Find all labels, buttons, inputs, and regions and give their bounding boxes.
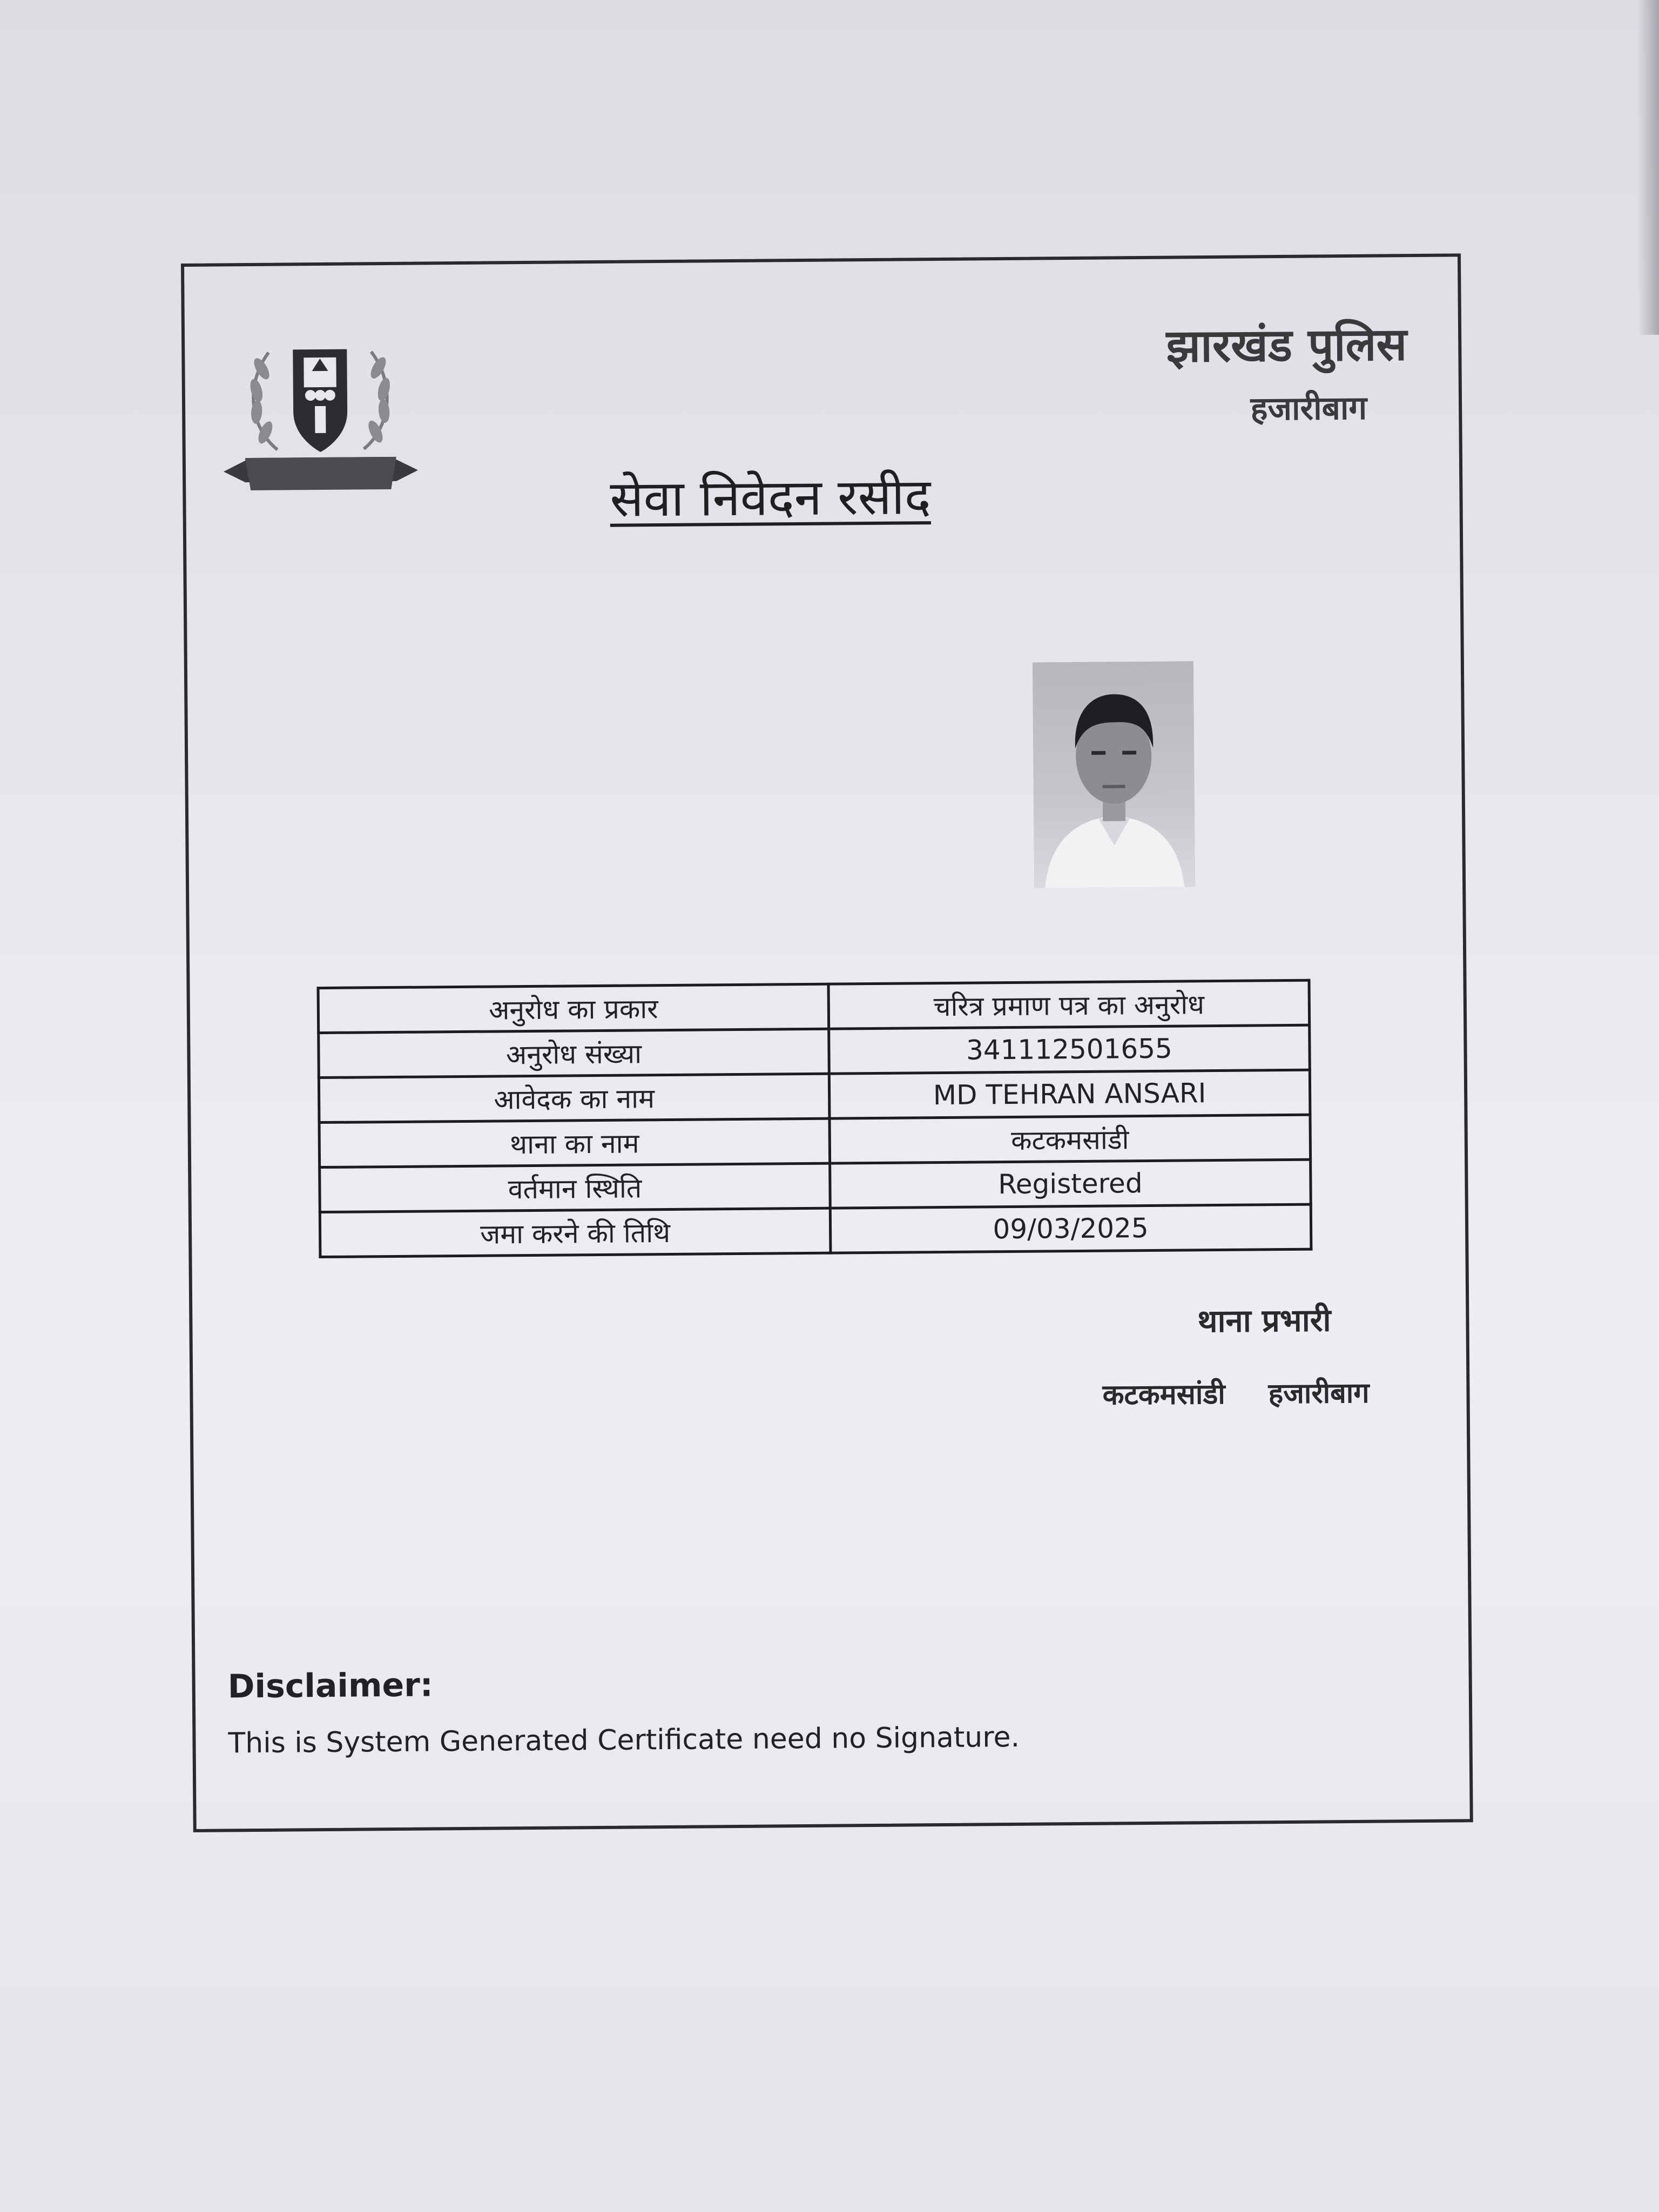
page-title: सेवा निवेदन रसीद xyxy=(610,468,931,528)
request-number-label: अनुरोध संख्या xyxy=(319,1029,830,1077)
request-type-label: अनुरोध का प्रकार xyxy=(318,984,829,1033)
request-details-table xyxy=(317,979,1313,1258)
applicant-name-label: आवेदक का नाम xyxy=(319,1074,830,1122)
police-emblem-logo xyxy=(217,319,424,504)
table-row xyxy=(319,1070,1310,1122)
district-name: हजारीबाग xyxy=(1250,389,1367,428)
disclaimer-text: This is System Generated Certificate need no Signature. xyxy=(228,1721,1020,1760)
table-row xyxy=(320,1204,1311,1257)
request-number-value: 341112501655 xyxy=(829,1025,1310,1074)
officer-title: थाना प्रभारी xyxy=(1197,1301,1331,1340)
table-row xyxy=(320,1159,1311,1212)
submission-date-value: 09/03/2025 xyxy=(830,1204,1311,1253)
police-station-label: थाना का नाम xyxy=(319,1118,830,1167)
table-row xyxy=(319,1025,1310,1077)
page-edge-shadow xyxy=(1637,0,1659,335)
current-status-value: Registered xyxy=(830,1159,1311,1208)
receipt-document xyxy=(181,253,1473,1832)
table-row xyxy=(318,980,1310,1033)
current-status-label: वर्तमान स्थिति xyxy=(320,1163,831,1212)
organization-name: झारखंड पुलिस xyxy=(1166,318,1407,373)
police-station-value: कटकमसांडी xyxy=(830,1115,1311,1163)
request-type-value: चरित्र प्रमाण पत्र का अनुरोध xyxy=(828,980,1310,1029)
applicant-name-value: MD TEHRAN ANSARI xyxy=(829,1070,1310,1118)
table-row xyxy=(319,1115,1311,1167)
signature-station: कटकमसांडी xyxy=(1102,1378,1225,1412)
applicant-photo xyxy=(1033,661,1195,888)
signature-district: हजारीबाग xyxy=(1268,1377,1370,1411)
submission-date-label: जमा करने की तिथि xyxy=(320,1208,831,1257)
disclaimer-heading: Disclaimer: xyxy=(227,1666,434,1706)
applicant-photo-portrait xyxy=(1033,661,1195,888)
signature-place xyxy=(1102,1373,1369,1413)
